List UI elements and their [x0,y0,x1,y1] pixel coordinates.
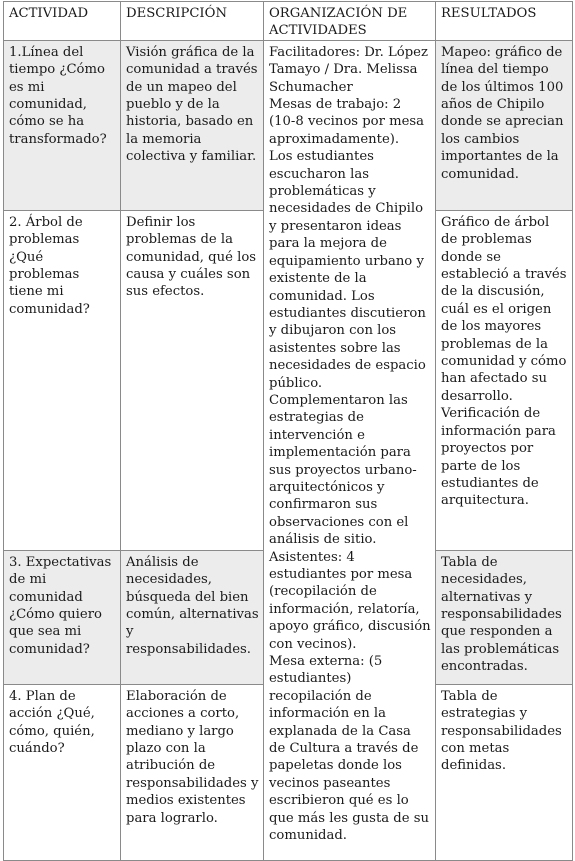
table-row [4,40,573,210]
organizacion-asistentes: Asistentes: 4 estudiantes por mesa (recopilación de información, relatoría, apoyo gráfico, discusión con vecinos). [269,549,431,652]
organizacion-cell [264,40,436,860]
resultados-cell: Tabla de estrategias y responsabilidades con metas definidas. [436,684,573,860]
resultados-cell: Gráfico de árbol de problemas donde se estableció a través de la discusión, cuál es el origen de los mayores problemas de la comunidad y cómo han afectado su desarrollo. Verificación de información para proyectos por parte de los estudiantes de arquitectura. [436,210,573,550]
actividad-cell: 1.Línea del tiempo ¿Cómo es mi comunidad, cómo se ha transformado? [4,40,121,210]
organizacion-mesa-externa: Mesa externa: (5 estudiantes) recopilación de información en la explanada de la Casa de Cultura a través de papeletas donde los vecinos paseantes escribieron qué es lo que más les gusta de su comunidad. [269,654,429,844]
organizacion-facilitadores: Facilitadores: Dr. López Tamayo / Dra. Melissa Schumacher [269,44,428,95]
activities-table [3,1,573,861]
descripcion-cell: Elaboración de acciones a corto, mediano y largo plazo con la atribución de responsabilidades y medios existentes para lograrlo. [121,684,264,860]
organizacion-complementaron: Complementaron las estrategias de intervención e implementación para sus proyectos urbano-arquitectónicos y confirmaron sus observaciones con el análisis de sitio. [269,392,417,548]
organizacion-estudiantes: Los estudiantes escucharon las problemáticas y necesidades de Chipilo y presentaron ideas para la mejora de equipamiento urbano y existente de la comunidad. Los estudiantes discutieron y dibujaron con los asistentes sobre las necesidades de espacio público. [269,149,426,391]
resultados-cell: Mapeo: gráfico de línea del tiempo de los últimos 100 años de Chipilo donde se aprecian los cambios importantes de la comunidad. [436,40,573,210]
descripcion-cell: Visión gráfica de la comunidad a través de un mapeo del pueblo y de la historia, basado en la memoria colectiva y familiar. [121,40,264,210]
actividad-cell: 2. Árbol de problemas ¿Qué problemas tiene mi comunidad? [4,210,121,550]
actividad-cell: 4. Plan de acción ¿Qué, cómo, quién, cuándo? [4,684,121,860]
header-resultados: RESULTADOS [436,2,573,41]
header-actividad: ACTIVIDAD [4,2,121,41]
header-descripcion: DESCRIPCIÓN [121,2,264,41]
actividad-cell: 3. Expectativas de mi comunidad ¿Cómo quiero que sea mi comunidad? [4,550,121,684]
header-organizacion: ORGANIZACIÓN DE ACTIVIDADES [264,2,436,41]
descripcion-cell: Análisis de necesidades, búsqueda del bien común, alternativas y responsabilidades. [121,550,264,684]
header-row [4,2,573,41]
organizacion-mesas: Mesas de trabajo: 2 (10-8 vecinos por mesa aproximadamente). [269,97,425,147]
descripcion-cell: Definir los problemas de la comunidad, qué los causa y cuáles son sus efectos. [121,210,264,550]
resultados-cell: Tabla de necesidades, alternativas y responsabilidades que responden a las problemáticas encontradas. [436,550,573,684]
